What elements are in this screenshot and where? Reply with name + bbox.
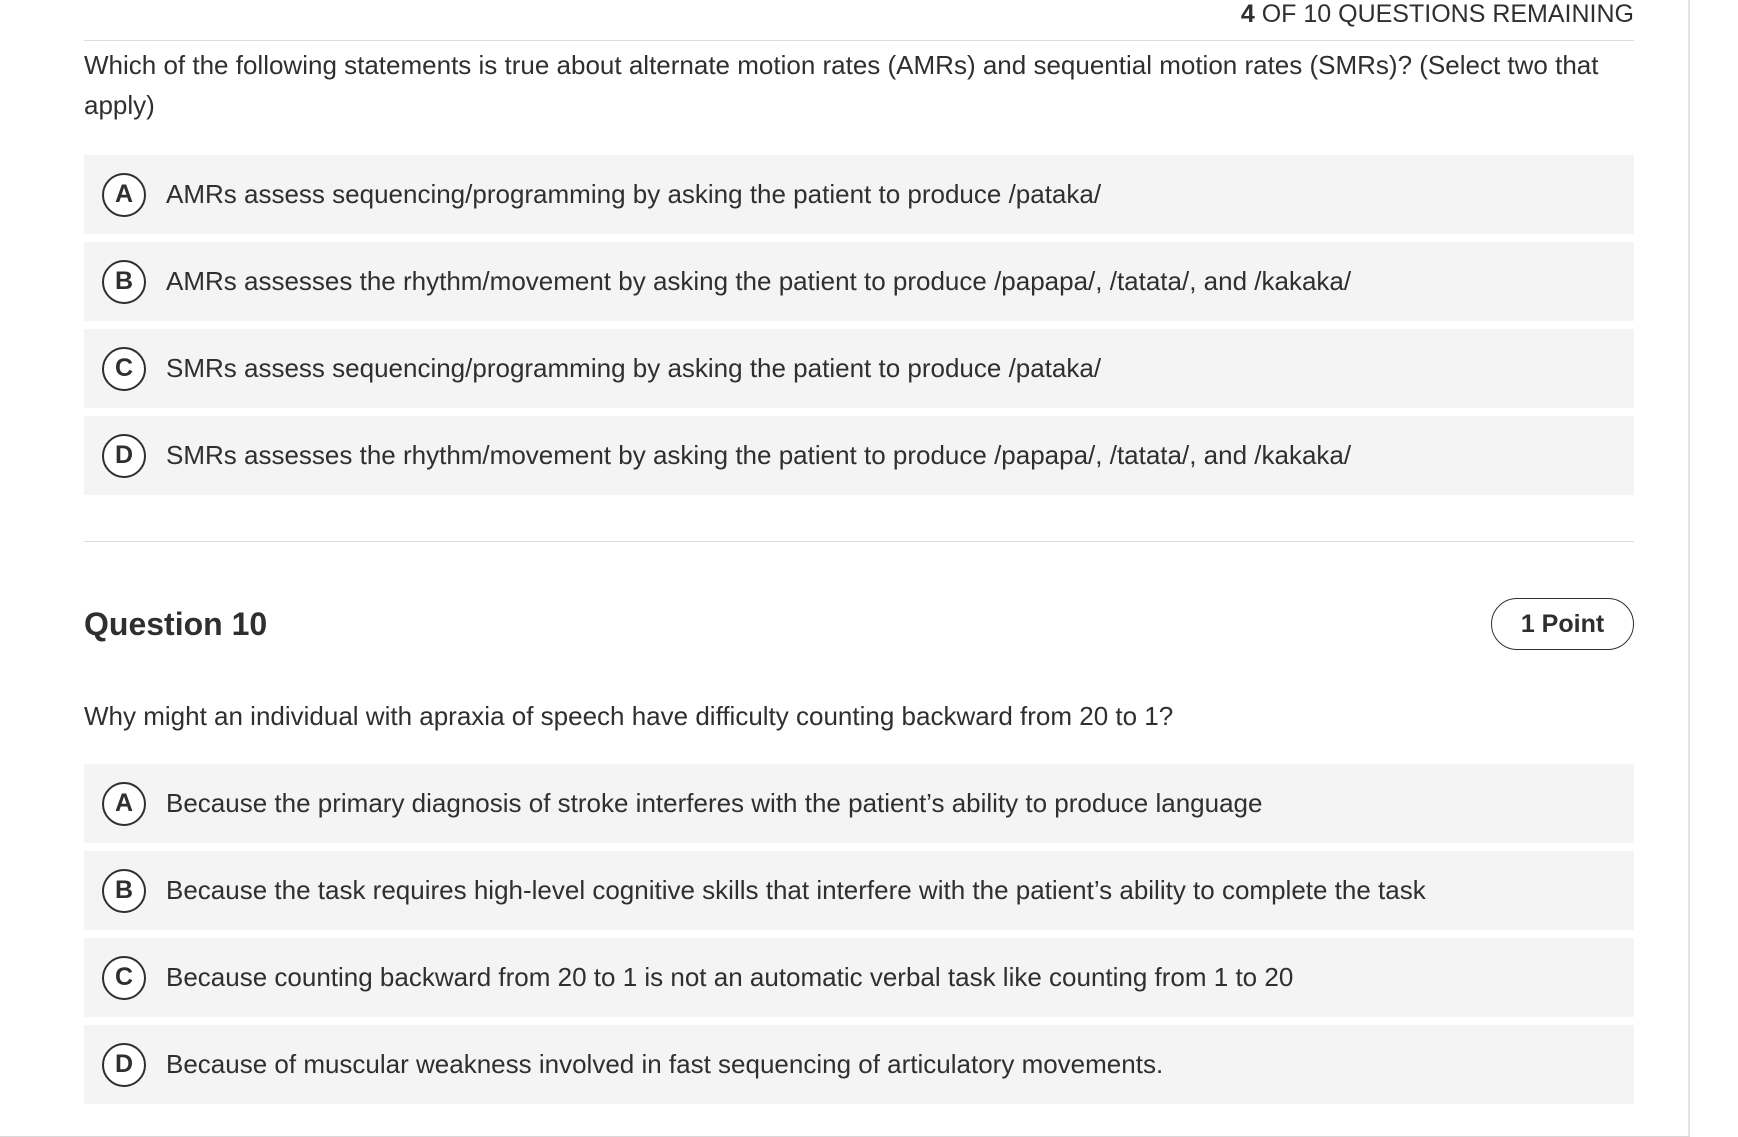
question-10-title: Question 10 [84,605,268,642]
option-letter-badge: D [102,1043,146,1087]
option-text: Because the task requires high-level cognitive skills that interfere with the patient’s ability to complete the task [166,875,1426,905]
question-9-prompt: Which of the following statements is true about alternate motion rates (AMRs) and sequential motion rates (SMRs)? (Select two that apply) [84,50,1599,120]
option-letter-badge: A [102,173,146,217]
questions-remaining-indicator [84,0,1634,41]
question-9-option-d[interactable] [84,416,1634,495]
question-10-option-c[interactable] [84,938,1634,1017]
question-9-option-b[interactable] [84,242,1634,321]
question-10-header [84,596,1634,652]
question-10-options [84,764,1634,1104]
question-10-prompt: Why might an individual with apraxia of speech have difficulty counting backward from 20 to 1? [84,701,1174,731]
question-10-option-a[interactable] [84,764,1634,843]
option-text: Because the primary diagnosis of stroke interferes with the patient’s ability to produce language [166,788,1263,818]
option-text: SMRs assess sequencing/programming by asking the patient to produce /pataka/ [166,353,1102,383]
question-10-option-b[interactable] [84,851,1634,930]
points-badge: 1 Point [1491,598,1634,650]
option-letter-badge: C [102,956,146,1000]
question-10-option-d[interactable] [84,1025,1634,1104]
option-letter-badge: A [102,782,146,826]
question-9-option-c[interactable] [84,329,1634,408]
option-text: Because counting backward from 20 to 1 is not an automatic verbal task like counting from 1 to 20 [166,962,1294,992]
quiz-content [84,0,1634,1112]
remaining-label: OF 10 QUESTIONS REMAINING [1254,0,1634,28]
option-letter-badge: C [102,347,146,391]
option-text: AMRs assesses the rhythm/movement by asking the patient to produce /papapa/, /tatata/, and /kakaka/ [166,266,1352,296]
question-9-option-a[interactable] [84,155,1634,234]
option-text: AMRs assess sequencing/programming by asking the patient to produce /pataka/ [166,179,1102,209]
option-letter-badge: B [102,260,146,304]
option-letter-badge: B [102,869,146,913]
remaining-count: 4 [1240,0,1255,28]
question-9-options [84,155,1634,495]
page-right-border [1688,0,1690,1137]
option-text: SMRs assesses the rhythm/movement by asking the patient to produce /papapa/, /tatata/, and /kakaka/ [166,440,1352,470]
question-divider [84,541,1634,542]
option-text: Because of muscular weakness involved in fast sequencing of articulatory movements. [166,1049,1164,1079]
option-letter-badge: D [102,434,146,478]
